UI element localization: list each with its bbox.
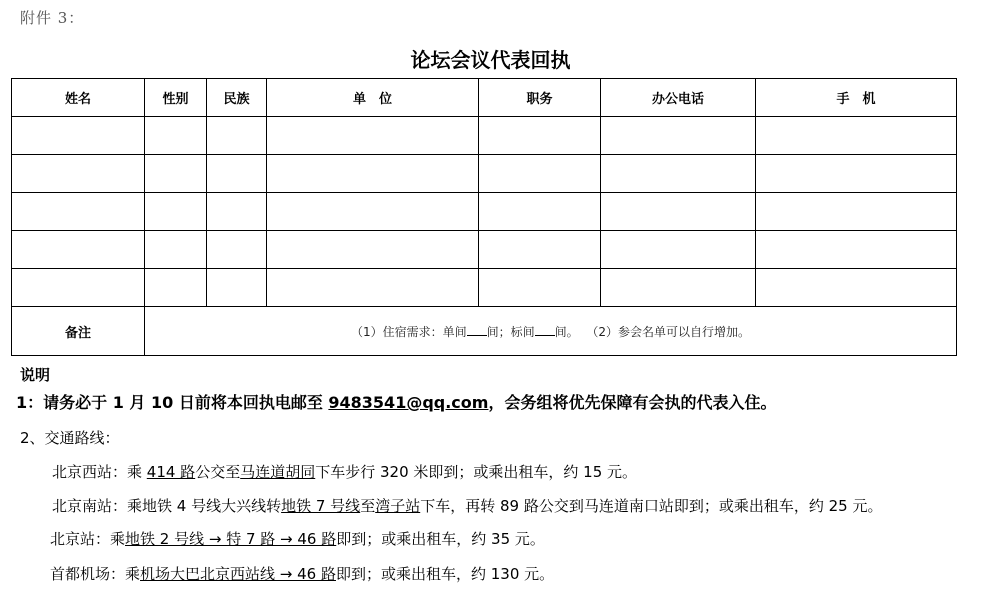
header-office-phone: 办公电话: [601, 79, 756, 117]
mobile-cell[interactable]: [756, 193, 957, 231]
remark-part1: （1）住宿需求：单间: [351, 324, 467, 339]
gender-cell[interactable]: [145, 155, 207, 193]
route-beijing-west: [52, 461, 637, 482]
header-mobile: 手 机: [756, 79, 957, 117]
route1-mid: 公交至: [195, 463, 241, 481]
route2-station: 北京南站：乘地铁 4 号线大兴线转: [52, 497, 282, 515]
route1-tail: 下车步行 320 米即到；或乘出租车，约 15 元。: [315, 463, 638, 481]
route4-line: 机场大巴北京西站线 → 46 路: [140, 565, 336, 583]
route3-line: 地铁 2 号线 → 特 7 路 → 46 路: [125, 530, 337, 548]
header-name: 姓名: [12, 79, 145, 117]
remark-part3: 间。: [554, 324, 579, 339]
mobile-cell[interactable]: [756, 155, 957, 193]
name-cell[interactable]: [12, 155, 145, 193]
position-cell[interactable]: [479, 155, 601, 193]
office-phone-cell[interactable]: [601, 155, 756, 193]
route-beijing-south: [52, 495, 882, 516]
note-transport-heading: 2、交通路线：: [20, 429, 120, 447]
route-capital-airport: [50, 563, 554, 584]
table-row: [12, 269, 957, 307]
gender-cell[interactable]: [145, 117, 207, 155]
ethnicity-cell[interactable]: [207, 269, 267, 307]
header-position: 职务: [479, 79, 601, 117]
gender-cell[interactable]: [145, 269, 207, 307]
remark-text: [145, 307, 957, 356]
route-beijing-station: [50, 528, 545, 549]
name-cell[interactable]: [12, 269, 145, 307]
mobile-cell[interactable]: [756, 231, 957, 269]
ethnicity-cell[interactable]: [207, 155, 267, 193]
route2-mid: 至: [360, 497, 376, 515]
position-cell[interactable]: [479, 193, 601, 231]
position-cell[interactable]: [479, 269, 601, 307]
page-title: 论坛会议代表回执: [410, 48, 571, 72]
ethnicity-cell[interactable]: [207, 231, 267, 269]
organization-cell[interactable]: [267, 269, 479, 307]
route4-station: 首都机场：乘: [50, 565, 141, 583]
route2-line: 地铁 7 号线: [281, 497, 361, 515]
gender-cell[interactable]: [145, 193, 207, 231]
organization-cell[interactable]: [267, 231, 479, 269]
header-organization: 单 位: [267, 79, 479, 117]
ethnicity-cell[interactable]: [207, 117, 267, 155]
note1-prefix: 1：请务必于 1 月 10 日前将本回执电邮至: [16, 393, 329, 412]
route2-stop: 湾子站: [375, 497, 421, 515]
remark-part2: 间；标间: [486, 324, 535, 339]
table-row: [12, 155, 957, 193]
route3-station: 北京站：乘: [50, 530, 126, 548]
organization-cell[interactable]: [267, 117, 479, 155]
route1-bus: 414 路: [146, 463, 196, 481]
remark-label: 备注: [12, 307, 145, 356]
remark-row: [12, 307, 957, 356]
position-cell[interactable]: [479, 231, 601, 269]
gender-cell[interactable]: [145, 231, 207, 269]
table-row: [12, 231, 957, 269]
name-cell[interactable]: [12, 231, 145, 269]
single-room-blank[interactable]: [467, 323, 487, 336]
header-gender: 性别: [145, 79, 207, 117]
note1-suffix: ，会务组将优先保障有会执的代表入住。: [488, 393, 777, 412]
ethnicity-cell[interactable]: [207, 193, 267, 231]
organization-cell[interactable]: [267, 193, 479, 231]
office-phone-cell[interactable]: [601, 193, 756, 231]
table-row: [12, 193, 957, 231]
office-phone-cell[interactable]: [601, 269, 756, 307]
mobile-cell[interactable]: [756, 269, 957, 307]
organization-cell[interactable]: [267, 155, 479, 193]
office-phone-cell[interactable]: [601, 117, 756, 155]
notes-heading: 说明: [20, 366, 51, 384]
route2-tail: 下车，再转 89 路公交到马连道南口站即到；或乘出租车，约 25 元。: [420, 497, 883, 515]
registration-form-table: [11, 78, 957, 356]
remark-part4: （2）参会名单可以自行增加。: [586, 324, 750, 339]
route4-tail: 即到；或乘出租车，约 130 元。: [335, 565, 555, 583]
note-deadline: [16, 390, 776, 413]
table-row: [12, 117, 957, 155]
mobile-cell[interactable]: [756, 117, 957, 155]
name-cell[interactable]: [12, 117, 145, 155]
route1-stop: 马连道胡同: [240, 463, 316, 481]
attachment-label: 附件 3：: [20, 9, 85, 27]
double-room-blank[interactable]: [535, 323, 555, 336]
email-link[interactable]: 9483541@qq.com: [328, 393, 489, 412]
header-ethnicity: 民族: [207, 79, 267, 117]
office-phone-cell[interactable]: [601, 231, 756, 269]
route1-station: 北京西站：乘: [52, 463, 147, 481]
name-cell[interactable]: [12, 193, 145, 231]
route3-tail: 即到；或乘出租车，约 35 元。: [336, 530, 545, 548]
position-cell[interactable]: [479, 117, 601, 155]
header-row: [12, 79, 957, 117]
